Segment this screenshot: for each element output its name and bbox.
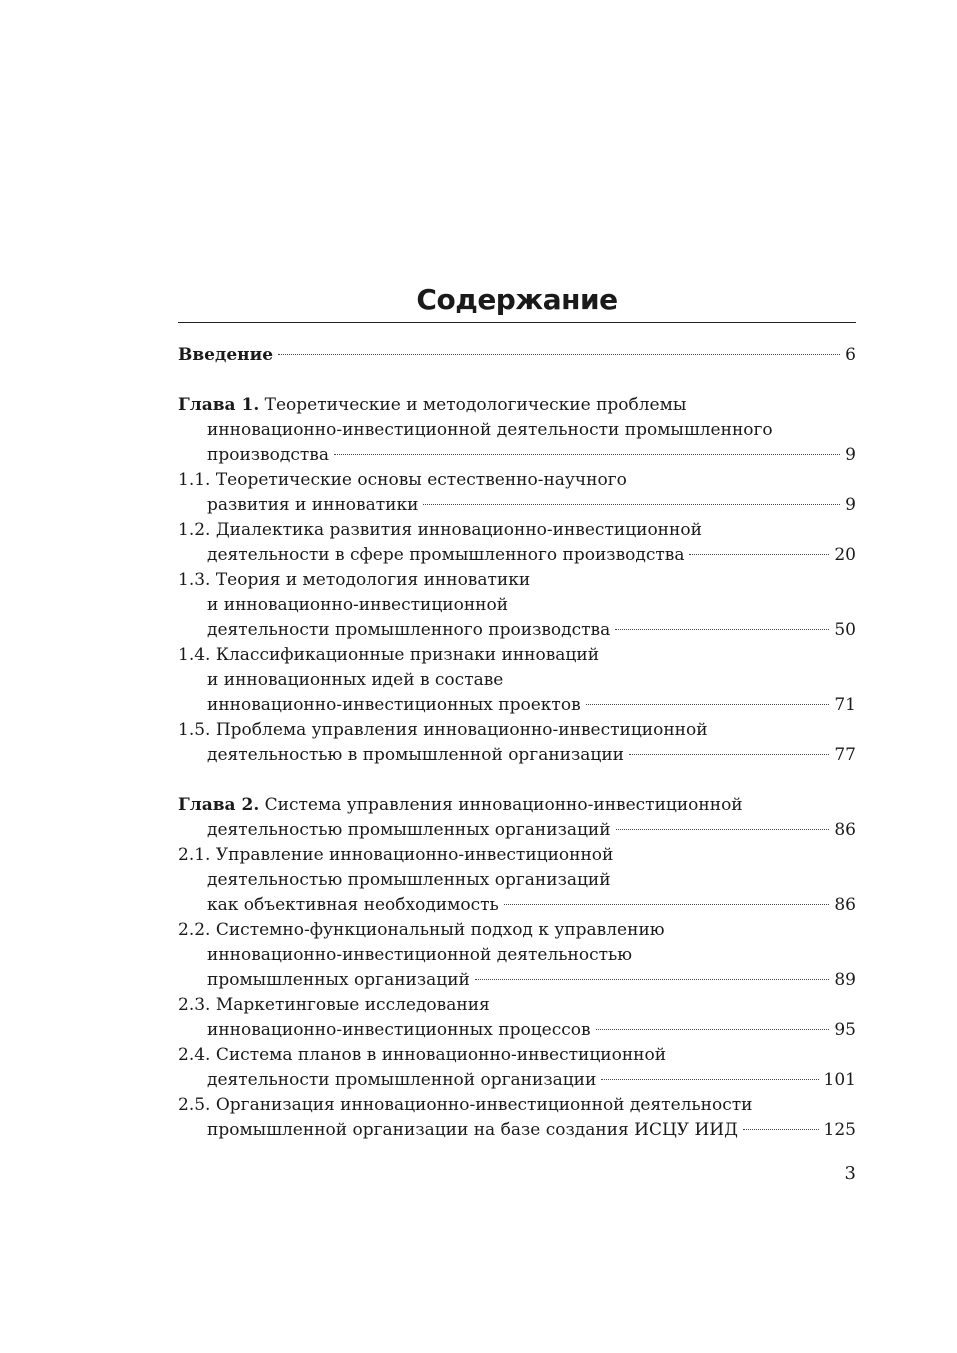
toc-page-number: 6 bbox=[845, 345, 856, 365]
toc-entry-text: и инновационно-инвестиционной bbox=[207, 595, 509, 615]
toc-page-number: 101 bbox=[823, 1070, 856, 1090]
title-rule bbox=[178, 322, 856, 323]
toc-page-number: 20 bbox=[834, 545, 856, 565]
toc-entry-text: Теоретические и методологические проблемы bbox=[264, 395, 687, 415]
toc-entry-chapter-2[interactable] bbox=[178, 793, 856, 843]
toc-entry-text: 1.2. Диалектика развития инновационно-инвестиционной bbox=[178, 520, 702, 540]
toc-entry-text: 2.3. Маркетинговые исследования bbox=[178, 995, 490, 1015]
toc-entry-1-5[interactable] bbox=[178, 718, 856, 768]
toc-entry-1-3[interactable] bbox=[178, 568, 856, 643]
toc-page-number: 125 bbox=[823, 1120, 856, 1140]
toc-page-number: 86 bbox=[834, 820, 856, 840]
toc-entry-2-4[interactable] bbox=[178, 1043, 856, 1093]
toc-entry-text: производства bbox=[207, 445, 329, 465]
toc-entry-text: деятельностью промышленных организаций bbox=[207, 820, 611, 840]
chapter-label: Глава 1. bbox=[178, 395, 260, 415]
toc-page-number: 95 bbox=[834, 1020, 856, 1040]
dot-leader bbox=[629, 754, 829, 755]
dot-leader bbox=[596, 1029, 830, 1030]
toc-entry-intro[interactable] bbox=[178, 343, 856, 368]
dot-leader bbox=[743, 1129, 819, 1130]
toc-entry-text: Система управления инновационно-инвестиционной bbox=[264, 795, 743, 815]
toc-entry-2-3[interactable] bbox=[178, 993, 856, 1043]
toc-entry-text: 2.2. Системно-функциональный подход к управлению bbox=[178, 920, 665, 940]
toc-entry-text: 1.3. Теория и методология инноватики bbox=[178, 570, 531, 590]
toc-entry-label: Введение bbox=[178, 345, 274, 365]
toc-entry-text: как объективная необходимость bbox=[207, 895, 499, 915]
toc-entry-text: промышленных организаций bbox=[207, 970, 470, 990]
toc-page-number: 86 bbox=[834, 895, 856, 915]
toc-entry-1-1[interactable] bbox=[178, 468, 856, 518]
dot-leader bbox=[278, 354, 840, 355]
dot-leader bbox=[475, 979, 829, 980]
toc-entry-text: 1.4. Классификационные признаки инноваций bbox=[178, 645, 600, 665]
toc-entry-1-2[interactable] bbox=[178, 518, 856, 568]
dot-leader bbox=[615, 629, 829, 630]
toc-entry-text: и инновационных идей в составе bbox=[207, 670, 504, 690]
dot-leader bbox=[586, 704, 830, 705]
toc-page-number: 9 bbox=[845, 495, 856, 515]
toc-entry-text: инновационно-инвестиционных процессов bbox=[207, 1020, 591, 1040]
toc-entry-text: инновационно-инвестиционных проектов bbox=[207, 695, 581, 715]
dot-leader bbox=[616, 829, 830, 830]
toc-entry-text: промышленной организации на базе создания ИСЦУ ИИД bbox=[207, 1120, 738, 1140]
toc-entry-text: деятельности промышленного производства bbox=[207, 620, 611, 640]
toc-page-number: 50 bbox=[834, 620, 856, 640]
toc-entry-text: инновационно-инвестиционной деятельности промышленного bbox=[207, 420, 773, 440]
toc-entry-2-1[interactable] bbox=[178, 843, 856, 918]
page-number: 3 bbox=[844, 1163, 856, 1184]
dot-leader bbox=[601, 1079, 818, 1080]
dot-leader bbox=[423, 504, 840, 505]
toc-page-number: 71 bbox=[834, 695, 856, 715]
dot-leader bbox=[334, 454, 840, 455]
toc-entry-1-4[interactable] bbox=[178, 643, 856, 718]
toc-entry-text: деятельности промышленной организации bbox=[207, 1070, 597, 1090]
dot-leader bbox=[504, 904, 830, 905]
toc-entry-2-2[interactable] bbox=[178, 918, 856, 993]
toc-entry-text: 2.5. Организация инновационно-инвестиционной деятельности bbox=[178, 1095, 753, 1115]
toc-entry-text: деятельности в сфере промышленного производства bbox=[207, 545, 685, 565]
toc-entry-2-5[interactable] bbox=[178, 1093, 856, 1143]
toc-entry-text: развития и инноватики bbox=[207, 495, 419, 515]
toc-page-number: 9 bbox=[845, 445, 856, 465]
dot-leader bbox=[689, 554, 829, 555]
chapter-label: Глава 2. bbox=[178, 795, 260, 815]
toc-entry-text: 1.5. Проблема управления инновационно-инвестиционной bbox=[178, 720, 708, 740]
toc-entry-text: 2.4. Система планов в инновационно-инвестиционной bbox=[178, 1045, 667, 1065]
toc-page-number: 77 bbox=[834, 745, 856, 765]
toc-entry-text: деятельностью в промышленной организации bbox=[207, 745, 625, 765]
toc-entry-text: 1.1. Теоретические основы естественно-научного bbox=[178, 470, 627, 490]
toc-page-number: 89 bbox=[834, 970, 856, 990]
toc-entry-text: 2.1. Управление инновационно-инвестиционной bbox=[178, 845, 614, 865]
toc-entry-text: инновационно-инвестиционной деятельностью bbox=[207, 945, 633, 965]
toc-entry-text: деятельностью промышленных организаций bbox=[207, 870, 611, 890]
toc-entry-chapter-1[interactable] bbox=[178, 393, 856, 468]
page-title: Содержание bbox=[416, 283, 618, 316]
table-of-contents bbox=[178, 343, 856, 1143]
